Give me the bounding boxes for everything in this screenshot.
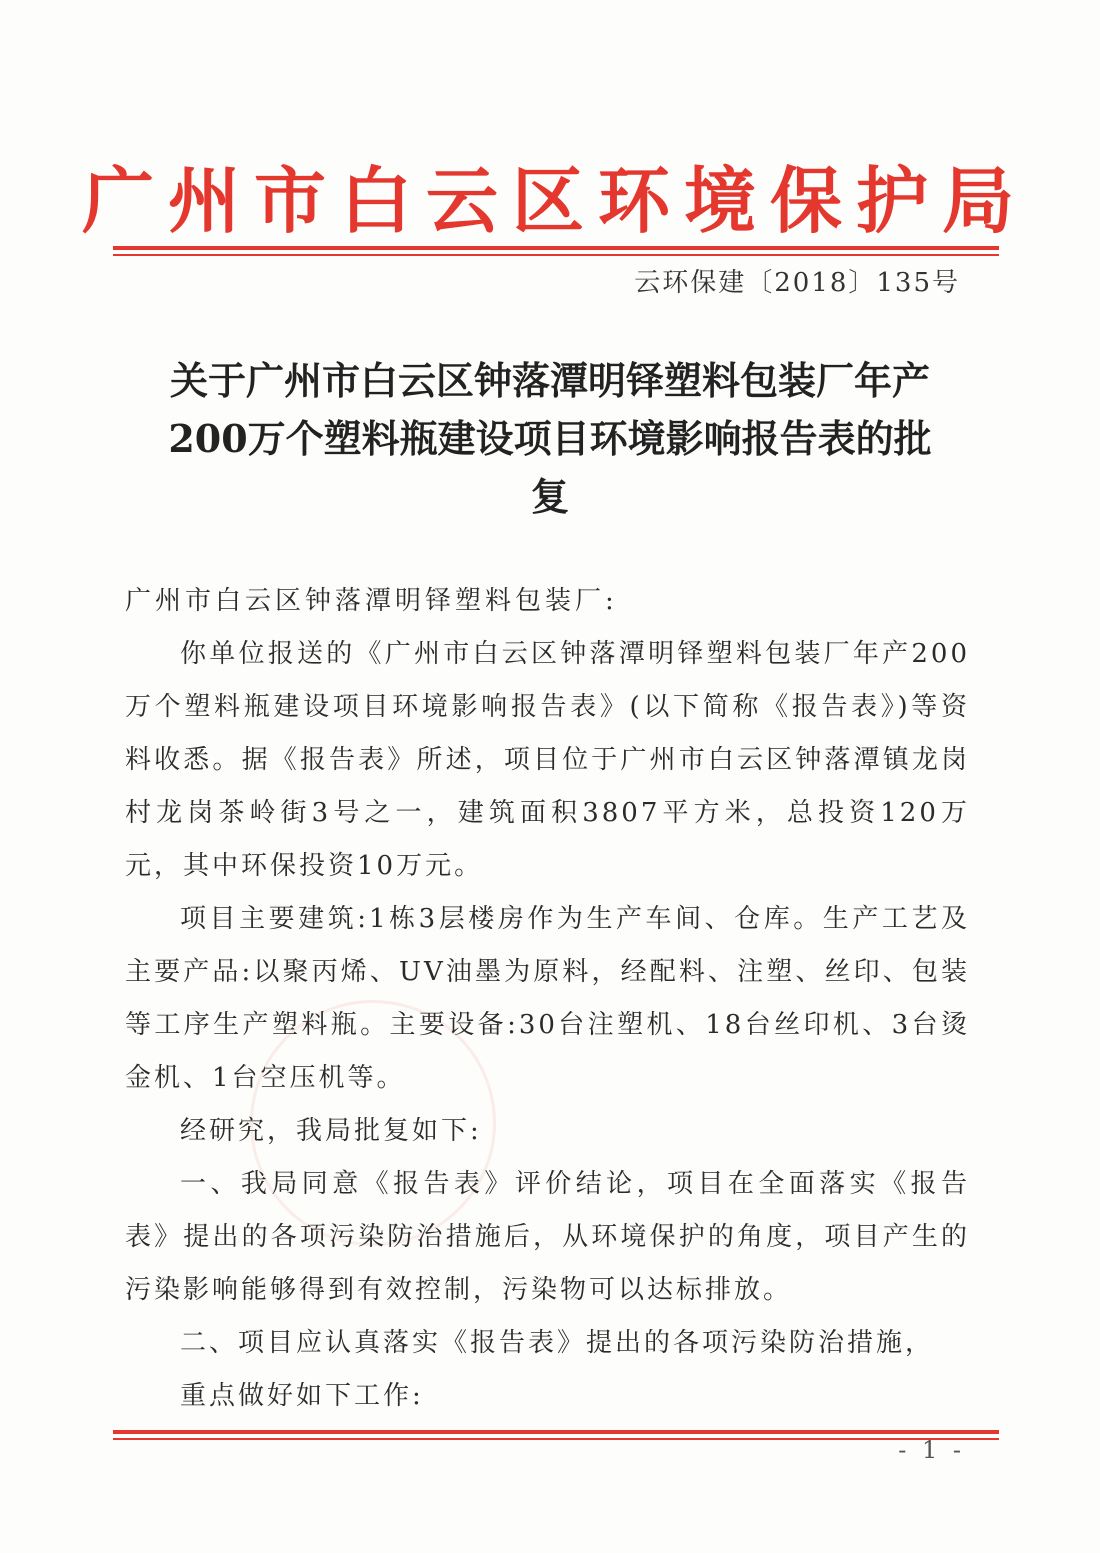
agency-masthead: 广州市白云区环境保护局	[82, 159, 1029, 243]
paragraph-project-details: 项目主要建筑:1栋3层楼房作为生产车间、仓库。生产工艺及主要产品:以聚丙烯、UV油墨为原料，经配料、注塑、丝印、包装等工序生产塑料瓶。主要设备:30台注塑机、18台丝印机、3台烫金机、1台空压机等。	[125, 904, 970, 1093]
title-line-3: 复	[530, 474, 569, 519]
document-body	[125, 575, 970, 1423]
paragraph-submission: 你单位报送的《广州市白云区钟落潭明铎塑料包装厂年产200万个塑料瓶建设项目环境影响报告表》(以下简称《报告表》)等资料收悉。据《报告表》所述，项目位于广州市白云区钟落潭镇龙岗村龙岗茶岭街3号之一，建筑面积3807平方米，总投资120万元，其中环保投资10万元。	[125, 639, 970, 881]
paragraph-reply-intro: 经研究，我局批复如下:	[180, 1116, 482, 1146]
document-number: 云环保建〔2018〕135号	[634, 268, 960, 298]
paragraph-item-2-continued: 重点做好如下工作:	[180, 1381, 424, 1411]
footer-rule-thin	[113, 1438, 999, 1440]
header-rule-thick	[113, 246, 999, 250]
title-line-1: 关于广州市白云区钟落潭明铎塑料包装厂年产	[169, 358, 930, 403]
footer-rule-thick	[113, 1430, 999, 1434]
page-number: - 1 -	[898, 1436, 965, 1464]
title-line-2: 200万个塑料瓶建设项目环境影响报告表的批	[168, 416, 932, 461]
salutation: 广州市白云区钟落潭明铎塑料包装厂:	[125, 586, 618, 616]
paragraph-item-1: 一、我局同意《报告表》评价结论，项目在全面落实《报告表》提出的各项污染防治措施后，从环境保护的角度，项目产生的污染影响能够得到有效控制，污染物可以达标排放。	[125, 1169, 970, 1305]
paragraph-item-2: 二、项目应认真落实《报告表》提出的各项污染防治措施，	[180, 1328, 935, 1358]
header-rule-thin	[113, 254, 999, 256]
document-title	[120, 352, 980, 526]
